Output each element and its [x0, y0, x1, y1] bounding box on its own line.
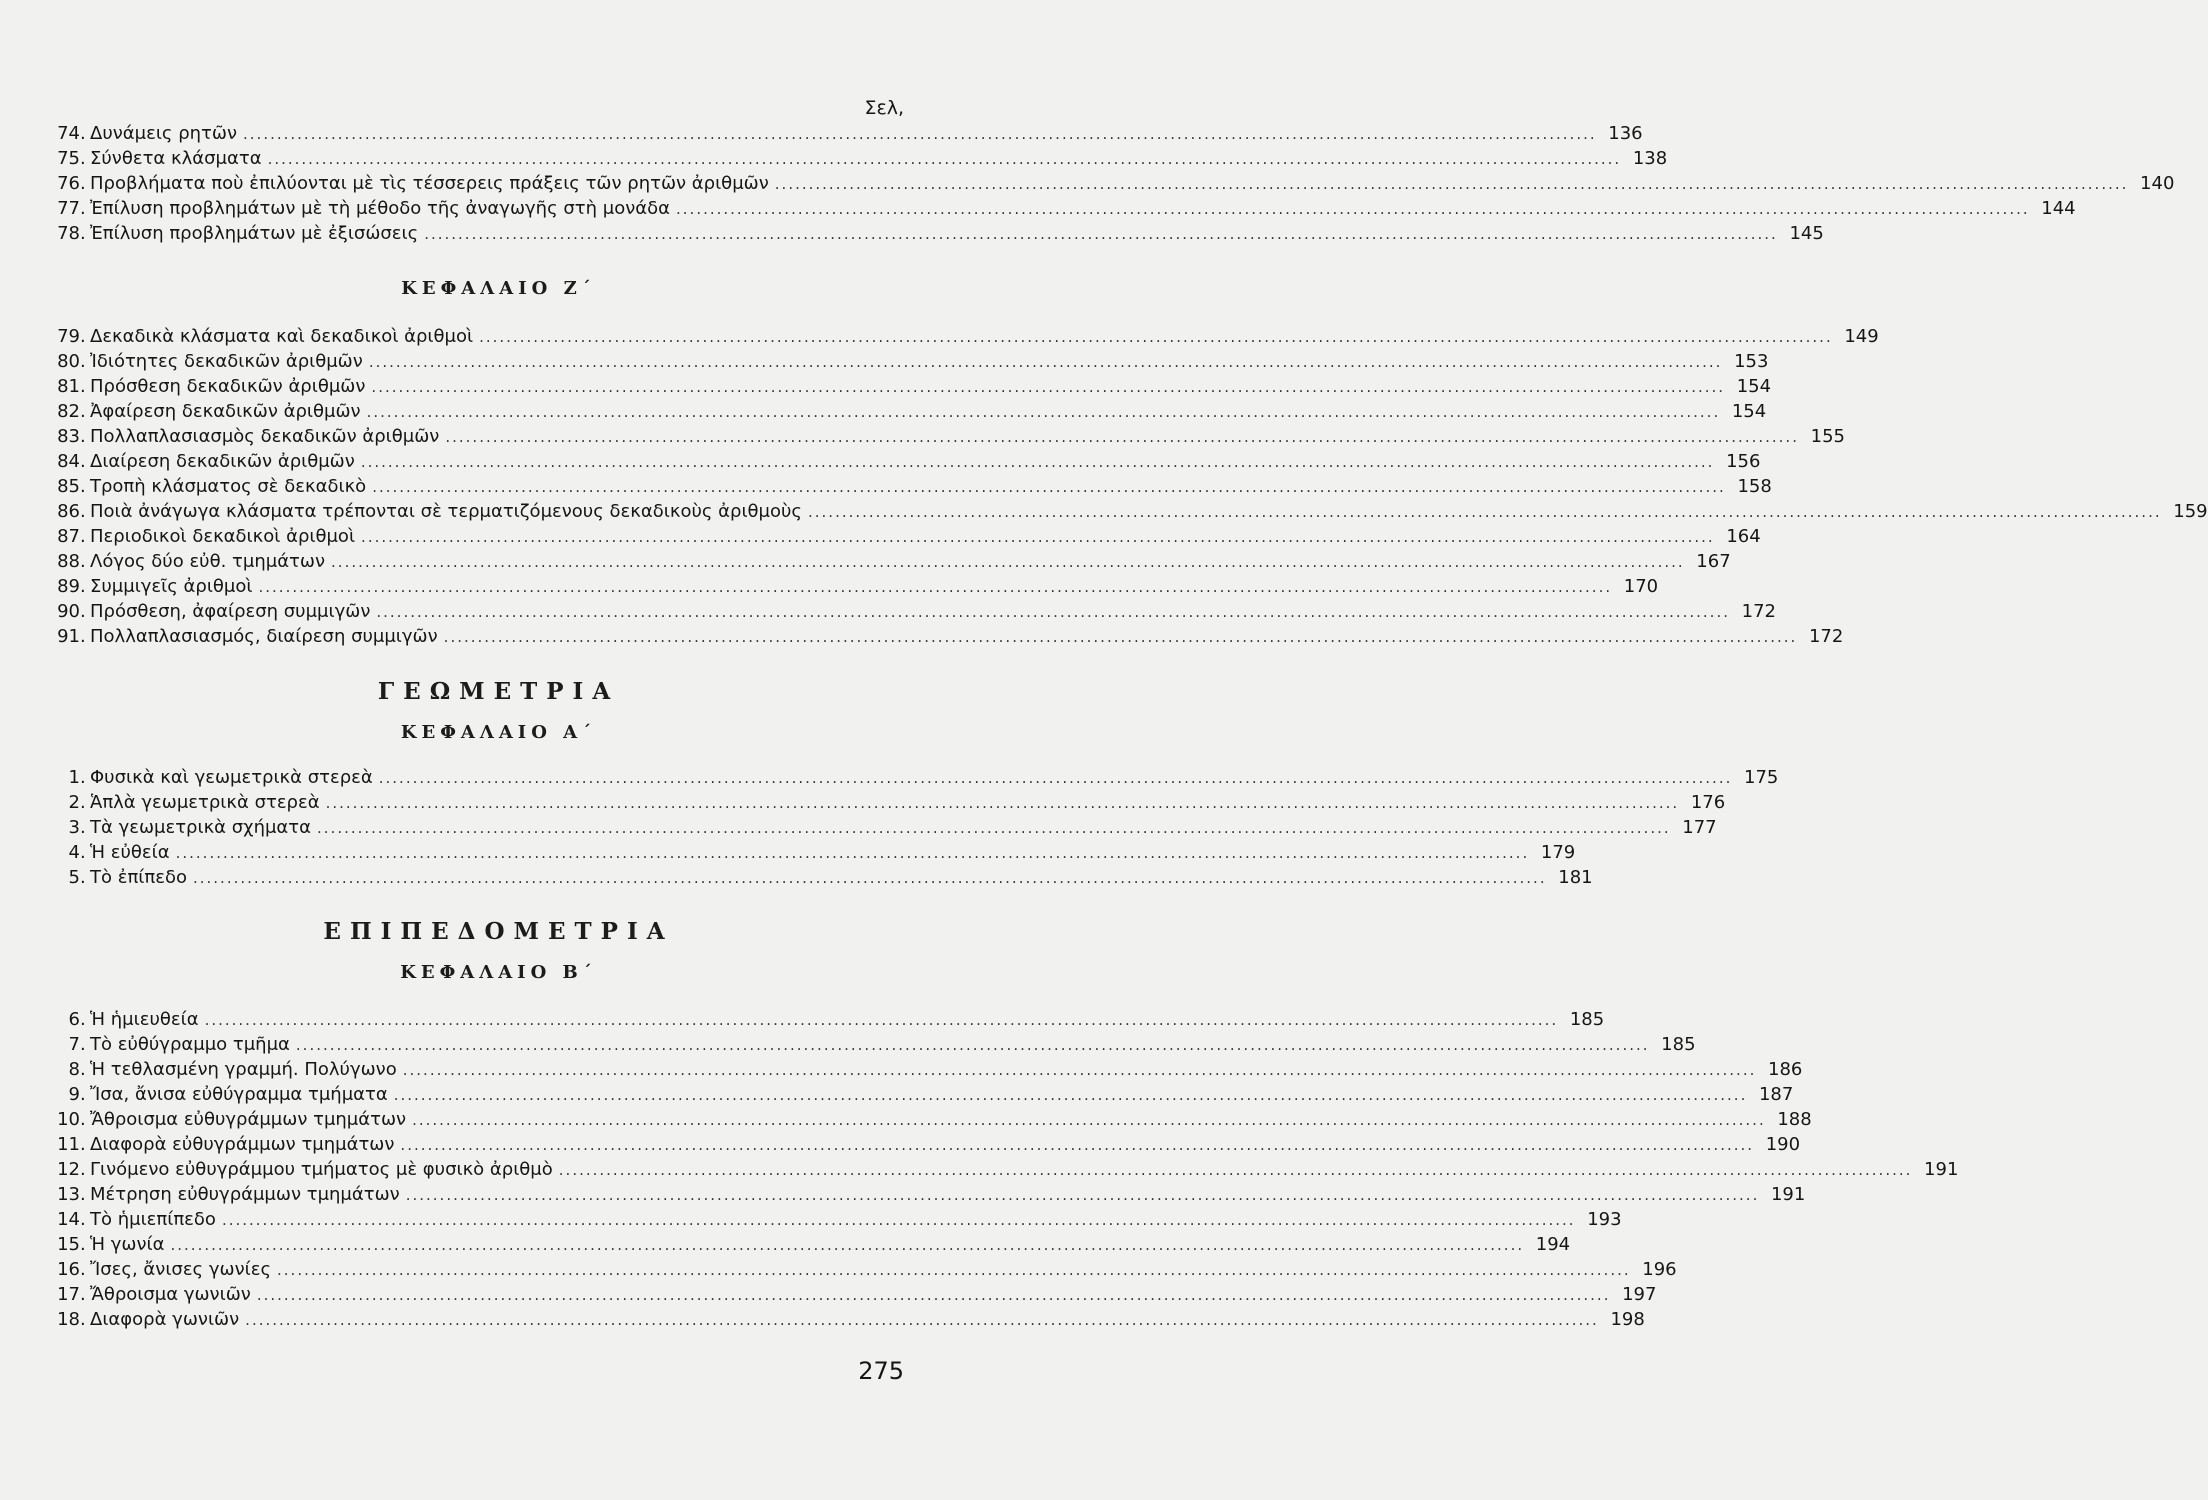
- entry-number: 85: [57, 476, 80, 497]
- toc-entry[interactable]: 78 . Ἐπίλυση προβλημάτων μὲ ἐξισώσεις ........................................................................................................................................................................................................ 145: [44, 222, 905, 246]
- entry-title: Ἄθροισμα εὐθυγράμμων τμημάτων: [90, 1109, 407, 1130]
- entry-number: 75: [57, 148, 80, 169]
- toc-entry[interactable]: 88 . Λόγος δύο εὐθ. τμημάτων ........................................................................................................................................................................................................ 167: [44, 550, 905, 574]
- entry-page: 188: [1777, 1109, 1812, 1130]
- toc-entry[interactable]: 80 . Ἰδιότητες δεκαδικῶν ἀριθμῶν ........................................................................................................................................................................................................ 153: [44, 350, 905, 374]
- toc-entry[interactable]: 13 . Μέτρηση εὐθυγράμμων τμημάτων ........................................................................................................................................................................................................ 191: [44, 1183, 905, 1207]
- entry-number: 5: [68, 867, 80, 888]
- dot-leader: ........................................................................................................................................................................................................: [295, 1036, 1650, 1054]
- entry-title: Μέτρηση εὐθυγράμμων τμημάτων: [90, 1184, 400, 1205]
- entry-number: 89: [57, 576, 80, 597]
- entry-number: 7: [68, 1034, 80, 1055]
- entry-page: 185: [1661, 1034, 1696, 1055]
- toc-entry[interactable]: 87 . Περιοδικοὶ δεκαδικοὶ ἀριθμοὶ ........................................................................................................................................................................................................ 164: [44, 525, 905, 549]
- entry-title: Ἁπλὰ γεωμετρικὰ στερεὰ: [90, 792, 320, 813]
- entry-title: Ἡ εὐθεία: [90, 842, 170, 863]
- entry-number: 17: [57, 1284, 80, 1305]
- toc-entry[interactable]: 90 . Πρόσθεση, ἀφαίρεση συμμιγῶν ........................................................................................................................................................................................................ 172: [44, 600, 905, 624]
- entry-page: 172: [1741, 601, 1776, 622]
- dot-leader: ........................................................................................................................................................................................................: [256, 1286, 1611, 1304]
- dot-leader: ........................................................................................................................................................................................................: [774, 175, 2129, 193]
- part-heading: ΕΠΙΠΕΔΟΜΕΤΡΙΑ: [323, 918, 674, 945]
- entry-page: 187: [1758, 1084, 1794, 1105]
- entry-page: 181: [1558, 867, 1593, 888]
- dot-leader: ........................................................................................................................................................................................................: [325, 794, 1680, 812]
- entry-page: 140: [2140, 173, 2175, 194]
- chapter-heading: ΚΕΦΑΛΑΙΟ Α΄: [400, 722, 597, 743]
- toc-entry[interactable]: 17 . Ἄθροισμα γωνιῶν ........................................................................................................................................................................................................ 197: [44, 1283, 905, 1307]
- dot-leader: ........................................................................................................................................................................................................: [331, 553, 1685, 571]
- toc-entry[interactable]: 83 . Πολλαπλασιασμὸς δεκαδικῶν ἀριθμῶν ........................................................................................................................................................................................................ 155: [44, 425, 905, 449]
- toc-entry[interactable]: 9 . Ἴσα, ἄνισα εὐθύγραμμα τμήματα ........................................................................................................................................................................................................ 187: [44, 1083, 905, 1107]
- entry-number: 74: [57, 123, 80, 144]
- entry-page: 138: [1632, 148, 1668, 169]
- dot-leader: ........................................................................................................................................................................................................: [676, 200, 2030, 218]
- entry-number: 82: [57, 401, 80, 422]
- dot-leader: ........................................................................................................................................................................................................: [366, 403, 1721, 421]
- entry-title: Τὸ ἡμιεπίπεδο: [90, 1209, 216, 1230]
- dot-leader: ........................................................................................................................................................................................................: [376, 603, 1730, 621]
- dot-leader: ........................................................................................................................................................................................................: [170, 1236, 1525, 1254]
- entry-page: 177: [1682, 817, 1717, 838]
- dot-leader: ........................................................................................................................................................................................................: [808, 503, 2162, 521]
- entry-number: 80: [57, 351, 80, 372]
- dot-leader: ........................................................................................................................................................................................................: [204, 1011, 1559, 1029]
- entry-number: 18: [57, 1309, 80, 1330]
- entry-title: Ἡ τεθλασμένη γραμμή. Πολύγωνο: [90, 1059, 397, 1080]
- entry-title: Ἡ γωνία: [90, 1234, 165, 1255]
- entry-number: 6: [68, 1009, 80, 1030]
- dot-leader: ........................................................................................................................................................................................................: [192, 869, 1547, 887]
- entry-number: 2: [68, 792, 80, 813]
- dot-leader: ........................................................................................................................................................................................................: [245, 1311, 1599, 1329]
- entry-page: 194: [1535, 1234, 1571, 1255]
- toc-entry[interactable]: 16 . Ἴσες, ἄνισες γωνίες ........................................................................................................................................................................................................ 196: [44, 1258, 905, 1282]
- entry-page: 156: [1726, 451, 1761, 472]
- entry-page: 191: [1770, 1184, 1806, 1205]
- dot-leader: ........................................................................................................................................................................................................: [258, 578, 1613, 596]
- entry-title: Τὸ ἐπίπεδο: [90, 867, 187, 888]
- dot-leader: ........................................................................................................................................................................................................: [400, 1136, 1755, 1154]
- entry-number: 76: [57, 173, 80, 194]
- entry-number: 3: [68, 817, 80, 838]
- toc-entry[interactable]: 84 . Διαίρεση δεκαδικῶν ἀριθμῶν ........................................................................................................................................................................................................ 156: [44, 450, 905, 474]
- entry-page: 186: [1768, 1059, 1803, 1080]
- entry-number: 8: [68, 1059, 80, 1080]
- dot-leader: ........................................................................................................................................................................................................: [378, 769, 1733, 787]
- entry-title: Ἄθροισμα γωνιῶν: [90, 1284, 251, 1305]
- dot-leader: ........................................................................................................................................................................................................: [405, 1186, 1760, 1204]
- entry-page: 154: [1736, 376, 1772, 397]
- entry-page: 191: [1924, 1159, 1959, 1180]
- toc-entry[interactable]: 75 . Σύνθετα κλάσματα ........................................................................................................................................................................................................ 138: [44, 147, 905, 171]
- toc-entry[interactable]: 12 . Γινόμενο εὐθυγράμμου τμήματος μὲ φυσικὸ ἀριθμὸ ........................................................................................................................................................................................................ 191: [44, 1158, 905, 1182]
- dot-leader: ........................................................................................................................................................................................................: [243, 125, 1597, 143]
- entry-number: 16: [57, 1259, 80, 1280]
- toc-entry[interactable]: 11 . Διαφορὰ εὐθυγράμμων τμημάτων ........................................................................................................................................................................................................ 190: [44, 1133, 905, 1157]
- chapter-heading: ΚΕΦΑΛΑΙΟ Β΄: [400, 962, 597, 983]
- entry-page: 185: [1569, 1009, 1605, 1030]
- entry-page: 153: [1734, 351, 1769, 372]
- toc-entry[interactable]: 3 . Τὰ γεωμετρικὰ σχήματα ........................................................................................................................................................................................................ 177: [44, 816, 905, 840]
- toc-entry[interactable]: 18 . Διαφορὰ γωνιῶν ........................................................................................................................................................................................................ 198: [44, 1308, 905, 1332]
- entry-title: Ἡ ἡμιευθεία: [90, 1009, 199, 1030]
- toc-entry[interactable]: 6 . Ἡ ἡμιευθεία ........................................................................................................................................................................................................ 185: [44, 1008, 905, 1032]
- entry-page: 175: [1744, 767, 1779, 788]
- entry-title: Ἴσες, ἄνισες γωνίες: [90, 1259, 272, 1280]
- entry-title: Δυνάμεις ρητῶν: [90, 123, 238, 144]
- entry-number: 13: [57, 1184, 80, 1205]
- entry-number: 79: [57, 326, 80, 347]
- page-column-header: Σελ,: [864, 97, 904, 119]
- entry-number: 14: [57, 1209, 80, 1230]
- entry-title: Διαφορὰ γωνιῶν: [90, 1309, 240, 1330]
- dot-leader: ........................................................................................................................................................................................................: [175, 844, 1530, 862]
- toc-entry[interactable]: 1 . Φυσικὰ καὶ γεωμετρικὰ στερεὰ ........................................................................................................................................................................................................ 175: [44, 766, 905, 790]
- entry-number: 1: [68, 767, 80, 788]
- entry-title: Ἐπίλυση προβλημάτων μὲ τὴ μέθοδο τῆς ἀναγωγῆς στὴ μονάδα: [90, 198, 671, 219]
- dot-leader: ........................................................................................................................................................................................................: [360, 453, 1715, 471]
- entry-title: Ἴσα, ἄνισα εὐθύγραμμα τμήματα: [90, 1084, 388, 1105]
- toc-entry[interactable]: 91 . Πολλαπλασιασμός, διαίρεση συμμιγῶν ........................................................................................................................................................................................................ 172: [44, 625, 905, 649]
- entry-number: 91: [57, 626, 80, 647]
- entry-title: Ἐπίλυση προβλημάτων μὲ ἐξισώσεις: [90, 223, 419, 244]
- entry-title: Προβλήματα ποὺ ἐπιλύονται μὲ τὶς τέσσερεις πράξεις τῶν ρητῶν ἀριθμῶν: [90, 173, 769, 194]
- entry-number: 87: [57, 526, 80, 547]
- entry-title: Περιοδικοὶ δεκαδικοὶ ἀριθμοὶ: [90, 526, 356, 547]
- entry-page: 179: [1540, 842, 1576, 863]
- dot-leader: ........................................................................................................................................................................................................: [277, 1261, 1631, 1279]
- entry-number: 78: [57, 223, 80, 244]
- entry-title: Πρόσθεση, ἀφαίρεση συμμιγῶν: [90, 601, 371, 622]
- toc-entry[interactable]: 8 . Ἡ τεθλασμένη γραμμή. Πολύγωνο ........................................................................................................................................................................................................ 186: [44, 1058, 905, 1082]
- entry-title: Διαίρεση δεκαδικῶν ἀριθμῶν: [90, 451, 355, 472]
- toc-entry[interactable]: 82 . Ἀφαίρεση δεκαδικῶν ἀριθμῶν ........................................................................................................................................................................................................ 154: [44, 400, 905, 424]
- dot-leader: ........................................................................................................................................................................................................: [267, 150, 1622, 168]
- entry-number: 81: [57, 376, 80, 397]
- entry-title: Πολλαπλασιασμός, διαίρεση συμμιγῶν: [90, 626, 438, 647]
- toc-entry[interactable]: 74 . Δυνάμεις ρητῶν ........................................................................................................................................................................................................ 136: [44, 122, 905, 146]
- entry-title: Συμμιγεῖς ἀριθμοὶ: [90, 576, 253, 597]
- entry-title: Δεκαδικὰ κλάσματα καὶ δεκαδικοὶ ἀριθμοὶ: [90, 326, 474, 347]
- entry-page: 159: [2173, 501, 2208, 522]
- toc-entry[interactable]: 77 . Ἐπίλυση προβλημάτων μὲ τὴ μέθοδο τῆς ἀναγωγῆς στὴ μονάδα ........................................................................................................................................................................................................ 144: [44, 197, 905, 221]
- toc-entry[interactable]: 10 . Ἄθροισμα εὐθυγράμμων τμημάτων ........................................................................................................................................................................................................ 188: [44, 1108, 905, 1132]
- dot-leader: ........................................................................................................................................................................................................: [393, 1086, 1748, 1104]
- entry-title: Γινόμενο εὐθυγράμμου τμήματος μὲ φυσικὸ ἀριθμὸ: [90, 1159, 553, 1180]
- entry-number: 83: [57, 426, 80, 447]
- entry-number: 90: [57, 601, 80, 622]
- dot-leader: ........................................................................................................................................................................................................: [368, 353, 1723, 371]
- entry-page: 172: [1808, 626, 1844, 647]
- toc-entry[interactable]: 7 . Τὸ εὐθύγραμμο τμῆμα ........................................................................................................................................................................................................ 185: [44, 1033, 905, 1057]
- toc-entry[interactable]: 81 . Πρόσθεση δεκαδικῶν ἀριθμῶν ........................................................................................................................................................................................................ 154: [44, 375, 905, 399]
- toc-entry[interactable]: 4 . Ἡ εὐθεία ........................................................................................................................................................................................................ 179: [44, 841, 905, 865]
- dot-leader: ........................................................................................................................................................................................................: [221, 1211, 1576, 1229]
- entry-page: 155: [1810, 426, 1845, 447]
- dot-leader: ........................................................................................................................................................................................................: [317, 819, 1671, 837]
- entry-title: Ἀφαίρεση δεκαδικῶν ἀριθμῶν: [90, 401, 361, 422]
- entry-page: 154: [1731, 401, 1767, 422]
- dot-leader: ........................................................................................................................................................................................................: [424, 225, 1778, 243]
- entry-title: Πολλαπλασιασμὸς δεκαδικῶν ἀριθμῶν: [90, 426, 440, 447]
- toc-entry[interactable]: 85 . Τροπὴ κλάσματος σὲ δεκαδικὸ ........................................................................................................................................................................................................ 158: [44, 475, 905, 499]
- entry-number: 12: [57, 1159, 80, 1180]
- entry-number: 77: [57, 198, 80, 219]
- part-heading: ΓΕΩΜΕΤΡΙΑ: [377, 678, 620, 705]
- entry-page: 149: [1844, 326, 1879, 347]
- entry-page: 158: [1737, 476, 1772, 497]
- entry-title: Ἰδιότητες δεκαδικῶν ἀριθμῶν: [90, 351, 363, 372]
- entry-title: Τὰ γεωμετρικὰ σχήματα: [90, 817, 312, 838]
- entry-page: 196: [1642, 1259, 1677, 1280]
- entry-page: 197: [1622, 1284, 1657, 1305]
- page-number: 275: [858, 1357, 904, 1385]
- dot-leader: ........................................................................................................................................................................................................: [443, 628, 1798, 646]
- toc-entry[interactable]: 15 . Ἡ γωνία ........................................................................................................................................................................................................ 194: [44, 1233, 905, 1257]
- entry-number: 86: [57, 501, 80, 522]
- toc-entry[interactable]: 86 . Ποιὰ ἀνάγωγα κλάσματα τρέπονται σὲ τερματιζόμενους δεκαδικοὺς ἀριθμοὺς ........................................................................................................................................................................................................ 159: [44, 500, 905, 524]
- entry-page: 164: [1726, 526, 1761, 547]
- entry-page: 136: [1608, 123, 1643, 144]
- entry-title: Τροπὴ κλάσματος σὲ δεκαδικὸ: [90, 476, 367, 497]
- toc-entry[interactable]: 14 . Τὸ ἡμιεπίπεδο ........................................................................................................................................................................................................ 193: [44, 1208, 905, 1232]
- entry-title: Σύνθετα κλάσματα: [90, 148, 262, 169]
- entry-number: 10: [57, 1109, 80, 1130]
- entry-page: 145: [1789, 223, 1824, 244]
- toc-entry[interactable]: 79 . Δεκαδικὰ κλάσματα καὶ δεκαδικοὶ ἀριθμοὶ ........................................................................................................................................................................................................ 149: [44, 325, 905, 349]
- entry-number: 15: [57, 1234, 80, 1255]
- toc-entry[interactable]: 76 . Προβλήματα ποὺ ἐπιλύονται μὲ τὶς τέσσερεις πράξεις τῶν ρητῶν ἀριθμῶν ........................................................................................................................................................................................................ 140: [44, 172, 905, 196]
- dot-leader: ........................................................................................................................................................................................................: [372, 478, 1726, 496]
- entry-number: 11: [57, 1134, 80, 1155]
- chapter-heading: ΚΕΦΑΛΑΙΟ Ζ΄: [401, 278, 596, 299]
- entry-number: 84: [57, 451, 80, 472]
- toc-entry[interactable]: 2 . Ἁπλὰ γεωμετρικὰ στερεὰ ........................................................................................................................................................................................................ 176: [44, 791, 905, 815]
- dot-leader: ........................................................................................................................................................................................................: [479, 328, 1833, 346]
- entry-title: Λόγος δύο εὐθ. τμημάτων: [90, 551, 326, 572]
- entry-page: 198: [1610, 1309, 1645, 1330]
- dot-leader: ........................................................................................................................................................................................................: [361, 528, 1715, 546]
- entry-page: 190: [1765, 1134, 1801, 1155]
- entry-page: 167: [1696, 551, 1731, 572]
- entry-page: 170: [1623, 576, 1659, 597]
- dot-leader: ........................................................................................................................................................................................................: [445, 428, 1799, 446]
- dot-leader: ........................................................................................................................................................................................................: [402, 1061, 1757, 1079]
- entry-title: Τὸ εὐθύγραμμο τμῆμα: [90, 1034, 290, 1055]
- entry-title: Πρόσθεση δεκαδικῶν ἀριθμῶν: [90, 376, 366, 397]
- entry-title: Φυσικὰ καὶ γεωμετρικὰ στερεὰ: [90, 767, 373, 788]
- entry-number: 9: [68, 1084, 80, 1105]
- entry-page: 176: [1690, 792, 1726, 813]
- entry-number: 88: [57, 551, 80, 572]
- dot-leader: ........................................................................................................................................................................................................: [371, 378, 1726, 396]
- entry-title: Διαφορὰ εὐθυγράμμων τμημάτων: [90, 1134, 395, 1155]
- toc-entry[interactable]: 89 . Συμμιγεῖς ἀριθμοὶ ........................................................................................................................................................................................................ 170: [44, 575, 905, 599]
- entry-page: 193: [1587, 1209, 1622, 1230]
- entry-page: 144: [2041, 198, 2076, 219]
- entry-number: 4: [68, 842, 80, 863]
- toc-entry[interactable]: 5 . Τὸ ἐπίπεδο ........................................................................................................................................................................................................ 181: [44, 866, 905, 890]
- dot-leader: ........................................................................................................................................................................................................: [412, 1111, 1766, 1129]
- entry-title: Ποιὰ ἀνάγωγα κλάσματα τρέπονται σὲ τερματιζόμενους δεκαδικοὺς ἀριθμοὺς: [90, 501, 802, 522]
- dot-leader: ........................................................................................................................................................................................................: [558, 1161, 1913, 1179]
